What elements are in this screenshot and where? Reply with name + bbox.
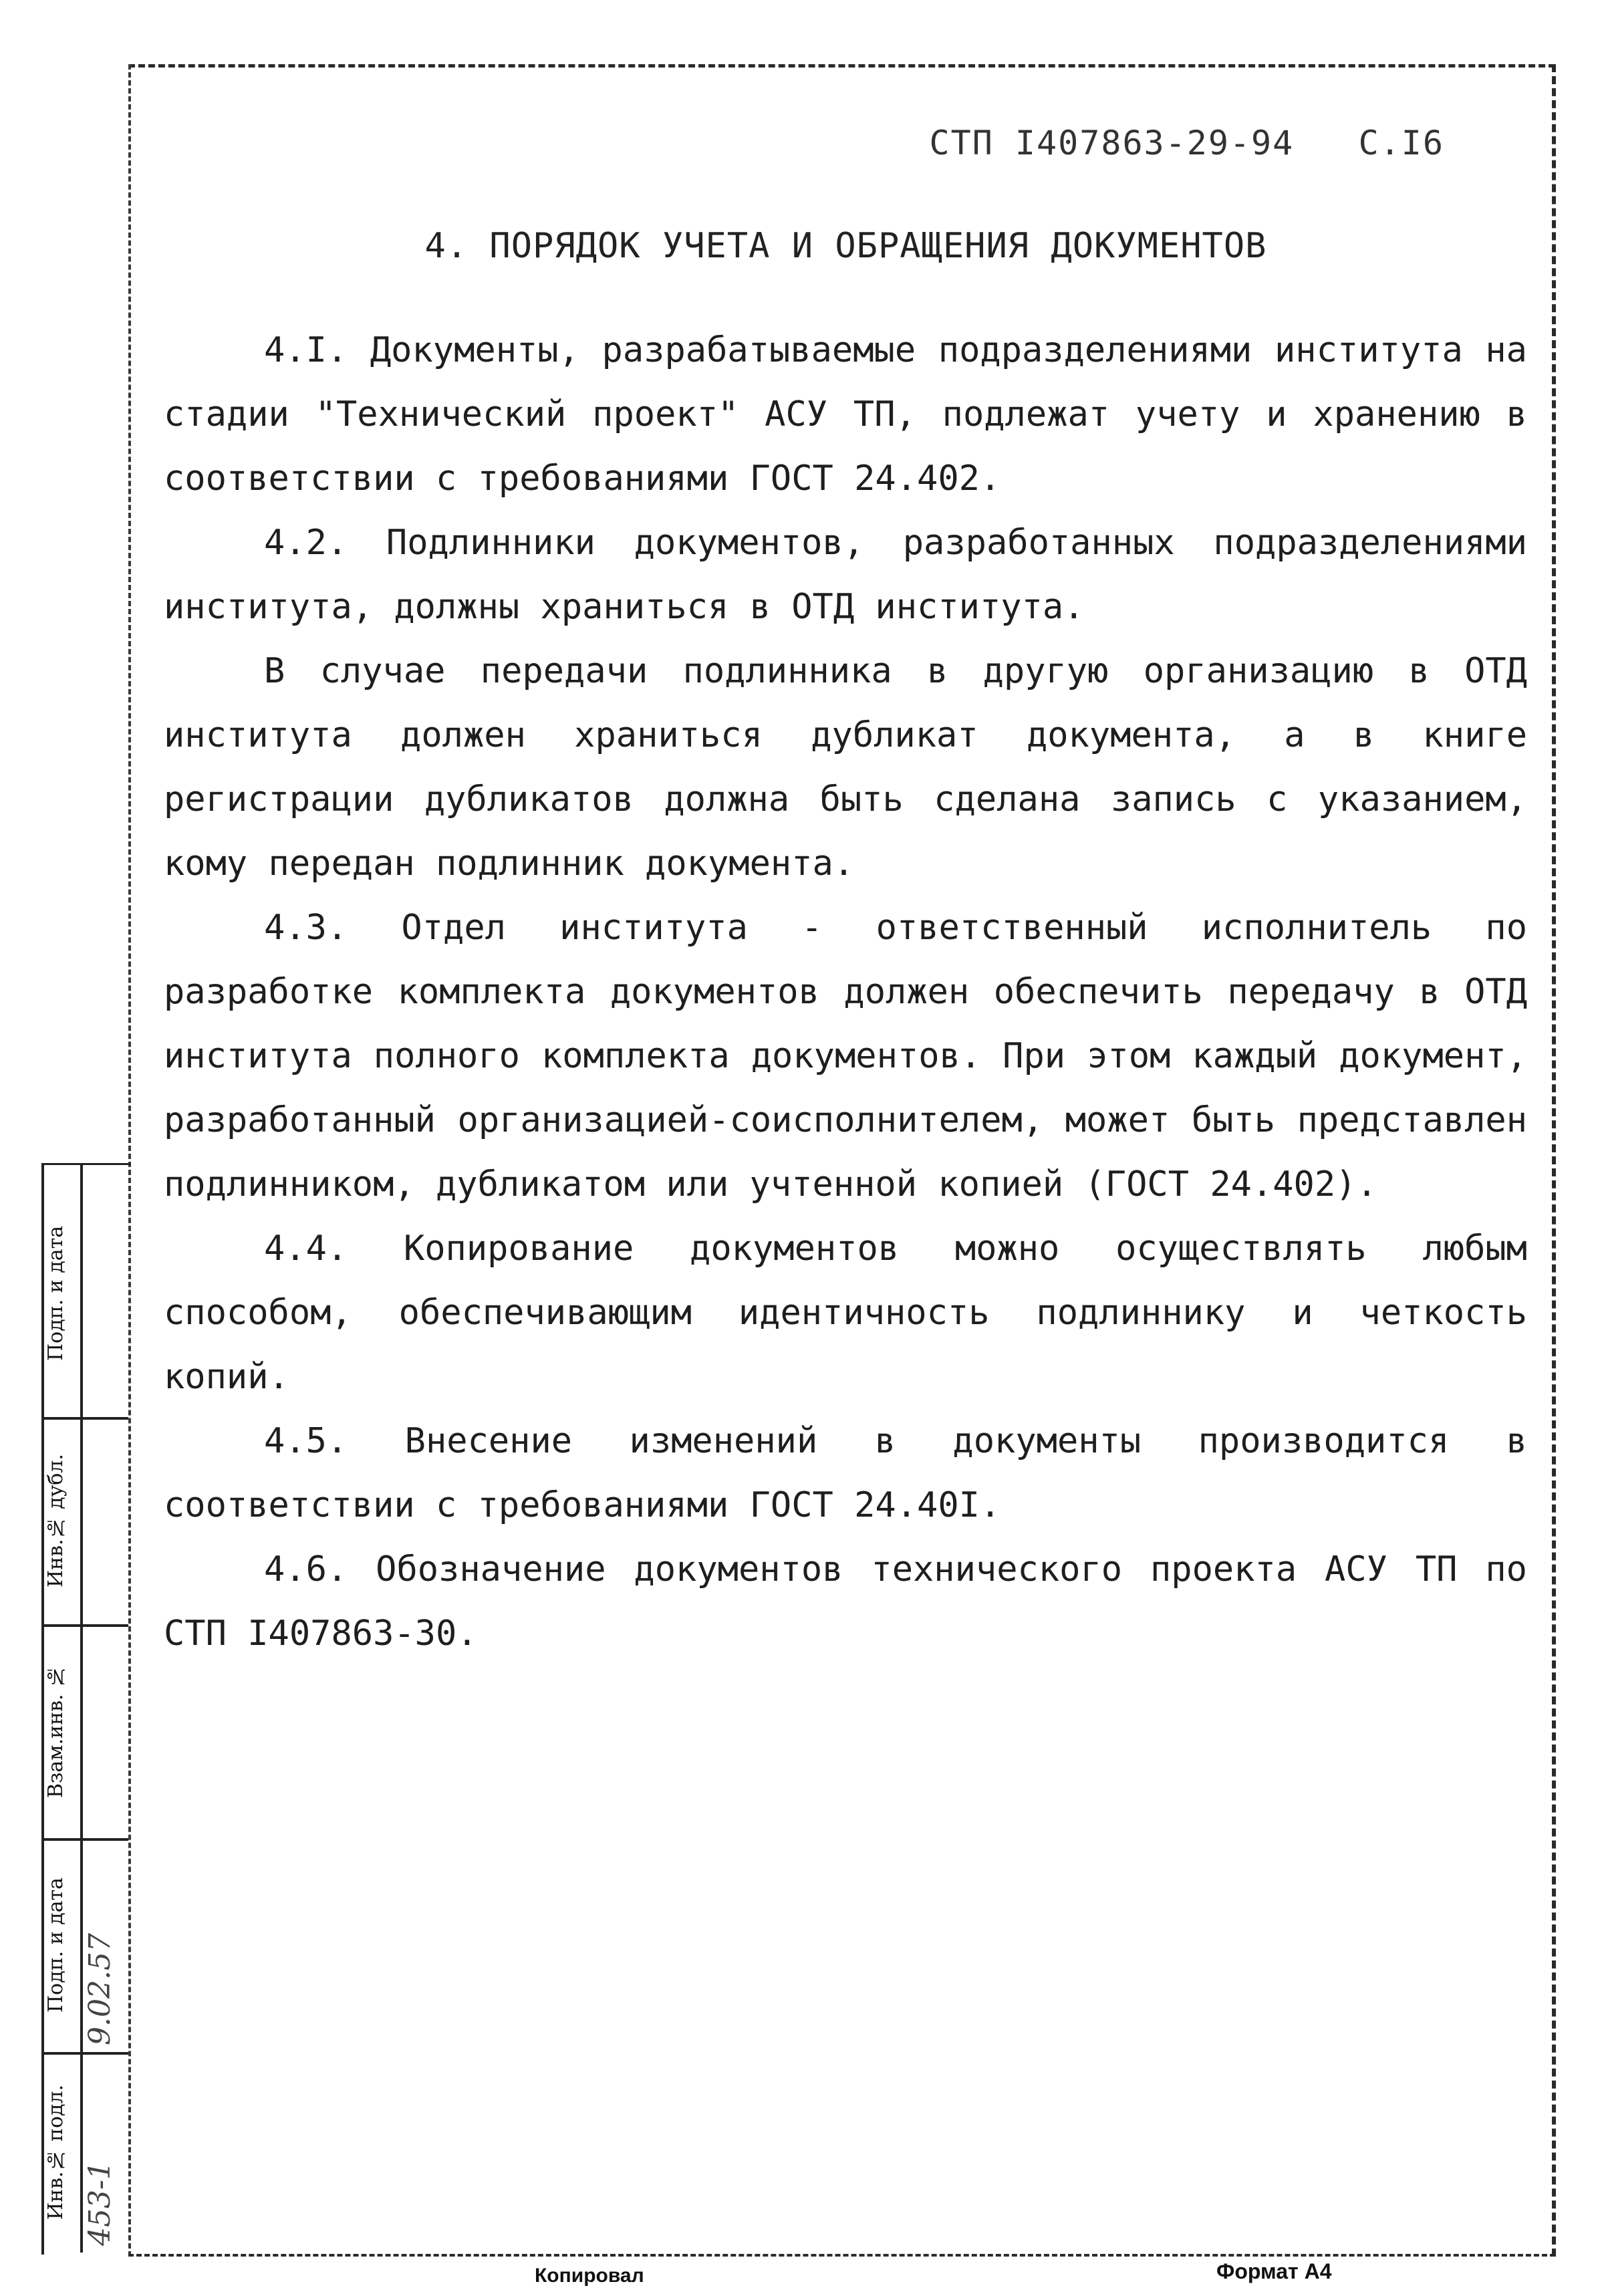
handwritten-date: 9.02.57 (83, 1933, 117, 2045)
paragraph-4-6: 4.6. Обозначение документов технического проекта АСУ ТП по СТП I407863-30. (164, 1549, 1527, 1654)
stamp-separator (41, 1624, 128, 1627)
paragraph-4-2-continued: В случае передачи подлинника в другую организацию в ОТД института должен храниться дубликат документа, а в книге регистрации дубликатов должна быть сделана запись с указанием, кому передан подлинник документа. (164, 651, 1527, 884)
frame-bottom-border (128, 2254, 1555, 2257)
document-code: СТП I407863-29-94 (929, 124, 1295, 162)
stamp-label-sign-date: Подп. и дата (44, 1225, 68, 1362)
stamp-label-replace-inv: Взам.инв. № (44, 1664, 68, 1799)
section-title: 4. ПОРЯДОК УЧЕТА И ОБРАЩЕНИЯ ДОКУМЕНТОВ (424, 226, 1267, 266)
stamp-separator (41, 1838, 128, 1841)
document-body (164, 318, 1527, 1666)
stamp-label-orig-inv: Инв.№ подл. (44, 2084, 68, 2220)
page-number: С.I6 (1358, 124, 1444, 162)
frame-right-border (1552, 64, 1556, 2257)
footer-format-label: Формат А4 (1216, 2259, 1332, 2283)
stamp-label-sign-date-2: Подп. и дата (44, 1877, 68, 2013)
paragraph-4-4: 4.4. Копирование документов можно осуществлять любым способом, обеспечивающим идентичность подлиннику и четкость копий. (164, 1229, 1527, 1397)
stamp-separator (41, 1417, 128, 1420)
handwritten-inventory-number: 453-1 (83, 2161, 117, 2246)
paragraph-4-5: 4.5. Внесение изменений в документы производится в соответствии с требованиями ГОСТ 24.40I. (164, 1421, 1527, 1525)
frame-top-border (128, 64, 1555, 68)
page-header (930, 124, 1444, 162)
stamp-separator (41, 2052, 128, 2055)
footer-copied-label: Копировал (535, 2265, 644, 2287)
stamp-label-dup-inv: Инв.№ дубл. (44, 1454, 68, 1587)
paragraph-4-1: 4.I. Документы, разрабатываемые подразделениями института на стадии "Технический проект" АСУ ТП, подлежат учету и хранению в соответствии с требованиями ГОСТ 24.402. (164, 330, 1527, 499)
paragraph-4-2: 4.2. Подлинники документов, разработанных подразделениями института, должны храниться в ОТД института. (164, 523, 1527, 627)
paragraph-4-3: 4.3. Отдел института - ответственный исполнитель по разработке комплекта документов должен обеспечить передачу в ОТД института полного комплекта документов. При этом каждый документ, разработанный организацией-соисполнителем, может быть представлен подлинником, дубликатом или учтенной копией (ГОСТ 24.402). (164, 908, 1527, 1204)
